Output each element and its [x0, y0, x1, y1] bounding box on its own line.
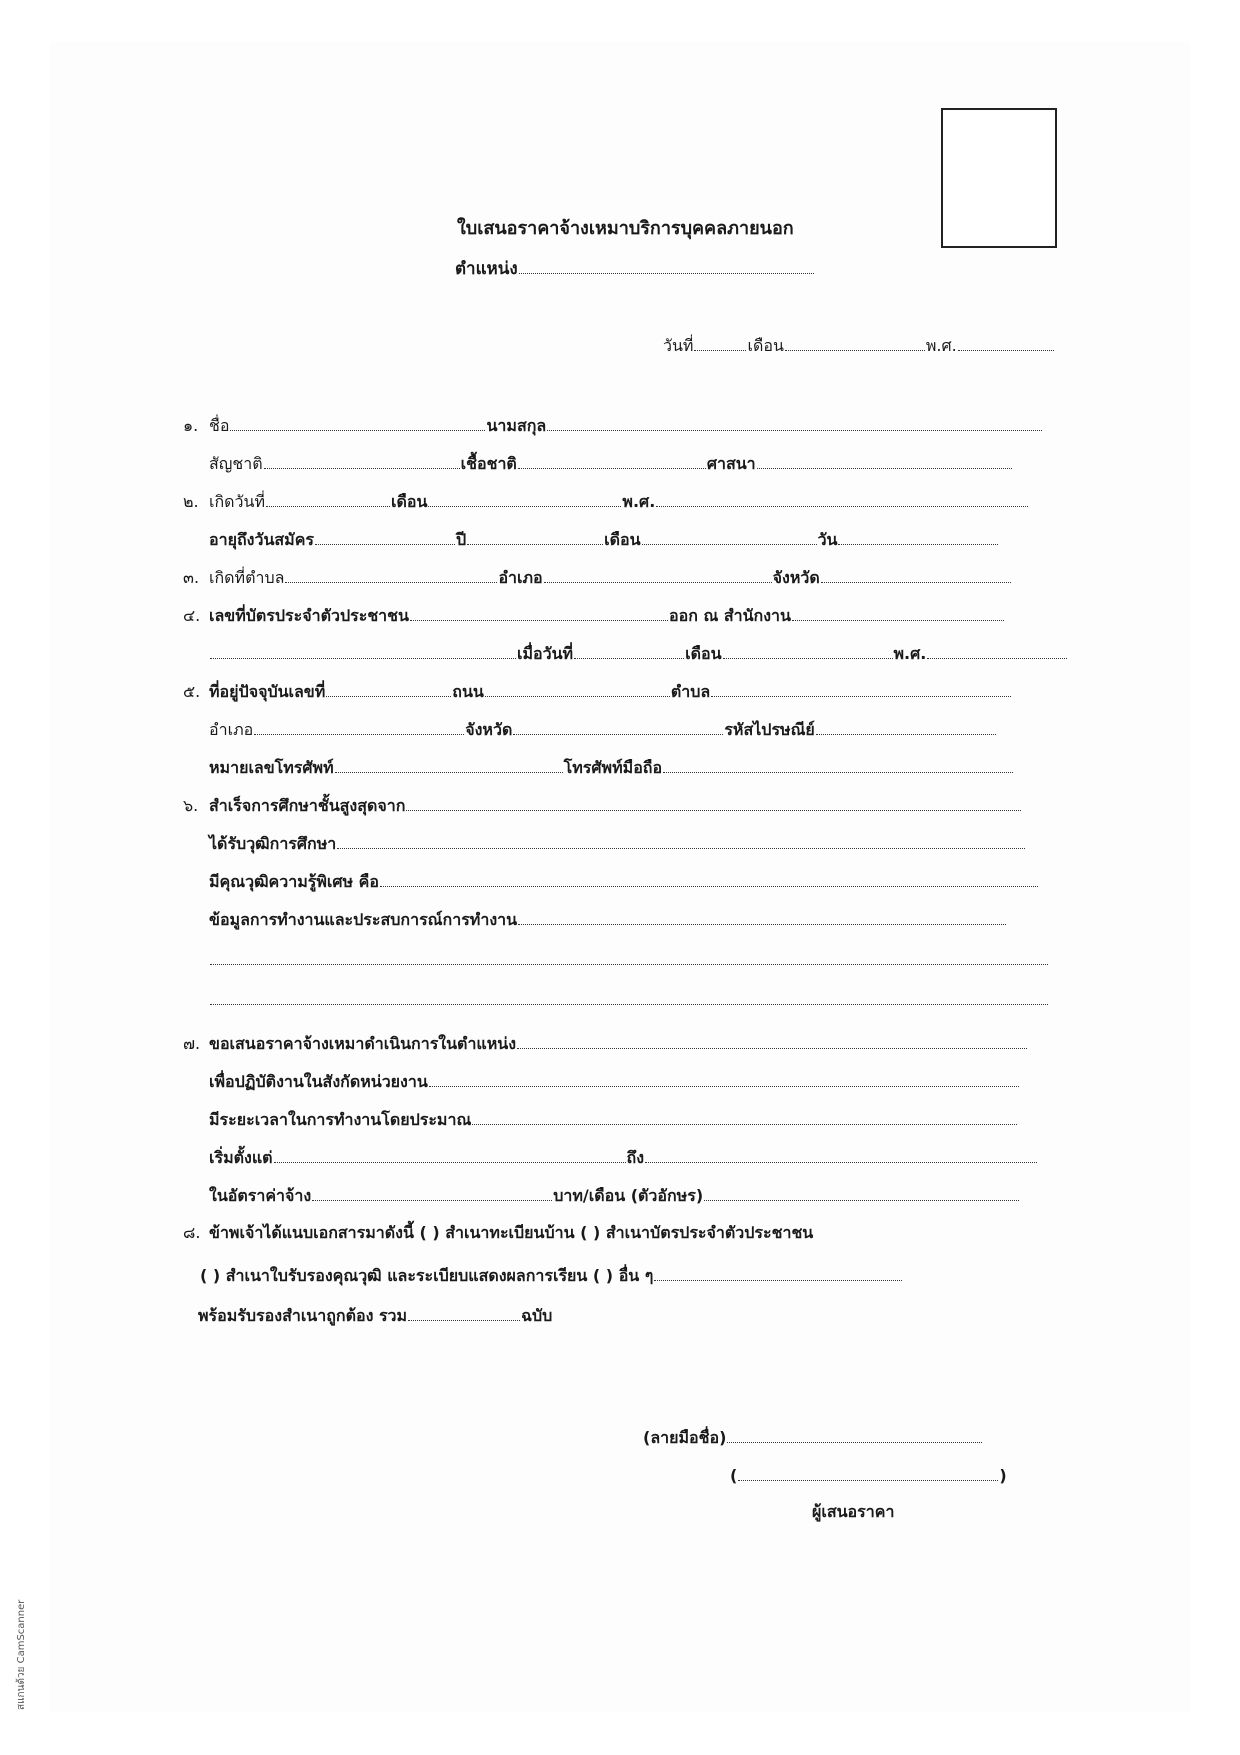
birth-subdistrict-label: เกิดที่ตำบล	[209, 568, 285, 587]
address-no-field[interactable]	[326, 678, 451, 697]
issue-month-field[interactable]	[723, 640, 893, 659]
duration-label: มีระยะเวลาในการทำงานโดยประมาณ	[209, 1110, 472, 1129]
row-experience-3	[209, 986, 1049, 1012]
position-label: ตำแหน่ง	[455, 259, 518, 279]
start-from-label: เริ่มตั้งแต่	[209, 1148, 273, 1167]
item-number: ๗.	[183, 1034, 201, 1053]
year-field[interactable]	[958, 332, 1054, 351]
signature-field[interactable]	[727, 1424, 982, 1443]
id-card-field[interactable]	[410, 602, 668, 621]
religion-label: ศาสนา	[706, 454, 756, 473]
position-line	[455, 255, 815, 282]
row-birthdate	[183, 488, 1029, 514]
unit-field[interactable]	[429, 1068, 1019, 1087]
baht-per-month-label: บาท/เดือน (ตัวอักษร)	[553, 1186, 704, 1205]
graduated-from-label: สำเร็จการศึกษาชั้นสูงสุดจาก	[209, 796, 406, 815]
photo-box	[941, 108, 1057, 248]
month-label: เดือน	[747, 336, 784, 355]
birth-year-field[interactable]	[656, 488, 1028, 507]
subdistrict-label: ตำบล	[670, 682, 711, 701]
attached-docs-2-label: ( ) สำเนาใบรับรองคุณวุฒิ และระเบียบแสดงผลการเรียน ( ) อื่น ๆ	[200, 1266, 654, 1285]
day-field[interactable]	[694, 332, 746, 351]
start-from-field[interactable]	[274, 1144, 626, 1163]
row-attachments	[183, 1220, 813, 1246]
issue-year-field[interactable]	[927, 640, 1067, 659]
position-field[interactable]	[519, 255, 814, 274]
other-docs-field[interactable]	[654, 1262, 902, 1281]
rate-field[interactable]	[312, 1182, 552, 1201]
address-no-label: ที่อยู่ปัจจุบันเลขที่	[209, 682, 326, 701]
subdistrict-field[interactable]	[711, 678, 1011, 697]
date-line	[663, 332, 1055, 359]
row-special-skill	[209, 868, 1039, 894]
degree-field[interactable]	[337, 830, 1025, 849]
race-field[interactable]	[518, 450, 706, 469]
open-paren: (	[730, 1466, 738, 1485]
year-label: พ.ศ.	[925, 336, 957, 355]
experience-field[interactable]	[518, 906, 1006, 925]
mobile-field[interactable]	[663, 754, 1013, 773]
issue-year-label: พ.ศ.	[893, 644, 927, 663]
row-rate	[209, 1182, 1020, 1208]
item-number: ๑.	[183, 416, 199, 435]
row-id-issue-date	[209, 640, 1068, 666]
attached-docs-label: ข้าพเจ้าได้แนบเอกสารมาดังนี้ ( ) สำเนาทะเบียนบ้าน ( ) สำเนาบัตรประจำตัวประชาชน	[209, 1223, 814, 1242]
row-start	[209, 1144, 1038, 1170]
rate-text-field[interactable]	[704, 1182, 1019, 1201]
item-number: ๖.	[183, 796, 199, 815]
surname-field[interactable]	[547, 412, 1042, 431]
birth-subdistrict-field[interactable]	[285, 564, 497, 583]
birth-district-label: อำเภอ	[498, 568, 543, 587]
page-title: ใบเสนอราคาจ้างเหมาบริการบุคคลภายนอก	[457, 218, 794, 239]
month-field[interactable]	[785, 332, 925, 351]
row-nationality	[209, 450, 1013, 476]
age-label: อายุถึงวันสมัคร	[209, 530, 314, 549]
birth-province-label: จังหวัด	[772, 568, 820, 587]
row-experience-2	[209, 946, 1049, 972]
to-field[interactable]	[645, 1144, 1037, 1163]
nationality-label: สัญชาติ	[209, 454, 263, 473]
birth-district-field[interactable]	[544, 564, 772, 583]
row-district	[209, 716, 997, 742]
province-field[interactable]	[513, 716, 723, 735]
row-phone	[209, 754, 1014, 780]
offer-position-label: ขอเสนอราคาจ้างเหมาดำเนินการในตำแหน่ง	[209, 1034, 517, 1053]
nationality-field[interactable]	[264, 450, 460, 469]
road-label: ถนน	[452, 682, 484, 701]
row-certified	[198, 1302, 552, 1328]
name-field[interactable]	[230, 412, 485, 431]
years-label: ปี	[456, 530, 467, 549]
row-offer	[183, 1030, 1028, 1056]
row-birthplace	[183, 564, 1012, 590]
item-number: ๒.	[183, 492, 199, 511]
offer-position-field[interactable]	[517, 1030, 1027, 1049]
postcode-field[interactable]	[816, 716, 996, 735]
signer-title: ผู้เสนอราคา	[812, 1502, 895, 1521]
postcode-label: รหัสไปรษณีย์	[724, 720, 815, 739]
months-label: เดือน	[604, 530, 641, 549]
close-paren: )	[999, 1466, 1007, 1485]
issue-date-label: เมื่อวันที่	[517, 644, 574, 663]
certified-copy-label: พร้อมรับรองสำเนาถูกต้อง รวม	[198, 1306, 408, 1325]
id-card-label: เลขที่บัตรประจำตัวประชาชน	[209, 606, 409, 625]
province-label: จังหวัด	[465, 720, 513, 739]
row-unit	[209, 1068, 1020, 1094]
issue-day-field[interactable]	[574, 640, 684, 659]
row-experience	[209, 906, 1007, 932]
printed-name-field[interactable]	[738, 1462, 998, 1481]
mobile-label: โทรศัพท์มือถือ	[563, 758, 663, 777]
row-id-card	[183, 602, 1005, 628]
row-education	[183, 792, 1022, 818]
special-skill-field[interactable]	[380, 868, 1038, 887]
experience-field-2[interactable]	[210, 946, 1048, 965]
issued-office-field[interactable]	[210, 640, 516, 659]
district-field[interactable]	[254, 716, 464, 735]
days-field[interactable]	[838, 526, 998, 545]
surname-label: นามสกุล	[486, 416, 547, 435]
birth-month-field[interactable]	[428, 488, 621, 507]
issued-at-label: ออก ณ สำนักงาน	[668, 606, 791, 625]
day-label: วันที่	[663, 336, 694, 355]
row-duration	[209, 1106, 1018, 1132]
degree-label: ได้รับวุฒิการศึกษา	[209, 834, 337, 853]
graduated-from-field[interactable]	[406, 792, 1021, 811]
experience-field-3[interactable]	[210, 986, 1048, 1005]
item-number: ๕.	[183, 682, 201, 701]
signature-label: (ลายมือชื่อ)	[643, 1428, 727, 1447]
race-label: เชื้อชาติ	[460, 454, 517, 473]
birth-day-field[interactable]	[266, 488, 390, 507]
days-label: วัน	[817, 530, 838, 549]
row-name	[183, 412, 1043, 438]
row-attachments-2	[200, 1262, 903, 1288]
item-number: ๘.	[183, 1223, 201, 1242]
issue-month-label: เดือน	[685, 644, 722, 663]
issued-at-field[interactable]	[792, 602, 1004, 621]
to-label: ถึง	[626, 1148, 645, 1167]
duration-field[interactable]	[472, 1106, 1017, 1125]
road-field[interactable]	[485, 678, 670, 697]
years-field[interactable]	[467, 526, 603, 545]
scanner-watermark: สแกนด้วย CamScanner	[16, 1599, 27, 1710]
row-degree	[209, 830, 1026, 856]
birth-day-label: เกิดวันที่	[209, 492, 266, 511]
name-label: ชื่อ	[209, 416, 230, 435]
phone-label: หมายเลขโทรศัพท์	[209, 758, 334, 777]
months-field[interactable]	[642, 526, 817, 545]
unit-label: เพื่อปฏิบัติงานในสังกัดหน่วยงาน	[209, 1072, 428, 1091]
birth-year-label: พ.ศ.	[622, 492, 656, 511]
item-number: ๔.	[183, 606, 201, 625]
religion-field[interactable]	[757, 450, 1012, 469]
row-age	[209, 526, 999, 552]
row-address	[183, 678, 1012, 704]
item-number: ๓.	[183, 568, 200, 587]
signature-line	[643, 1424, 983, 1451]
phone-field[interactable]	[335, 754, 563, 773]
special-skill-label: มีคุณวุฒิความรู้พิเศษ คือ	[209, 872, 379, 891]
copies-label: ฉบับ	[521, 1306, 553, 1325]
district-label: อำเภอ	[209, 720, 254, 739]
birth-month-label: เดือน	[391, 492, 428, 511]
birth-province-field[interactable]	[821, 564, 1011, 583]
age-field[interactable]	[315, 526, 455, 545]
copies-field[interactable]	[408, 1302, 520, 1321]
experience-label: ข้อมูลการทำงานและประสบการณ์การทำงาน	[209, 910, 518, 929]
rate-label: ในอัตราค่าจ้าง	[209, 1186, 312, 1205]
printed-name-line	[730, 1462, 1007, 1485]
